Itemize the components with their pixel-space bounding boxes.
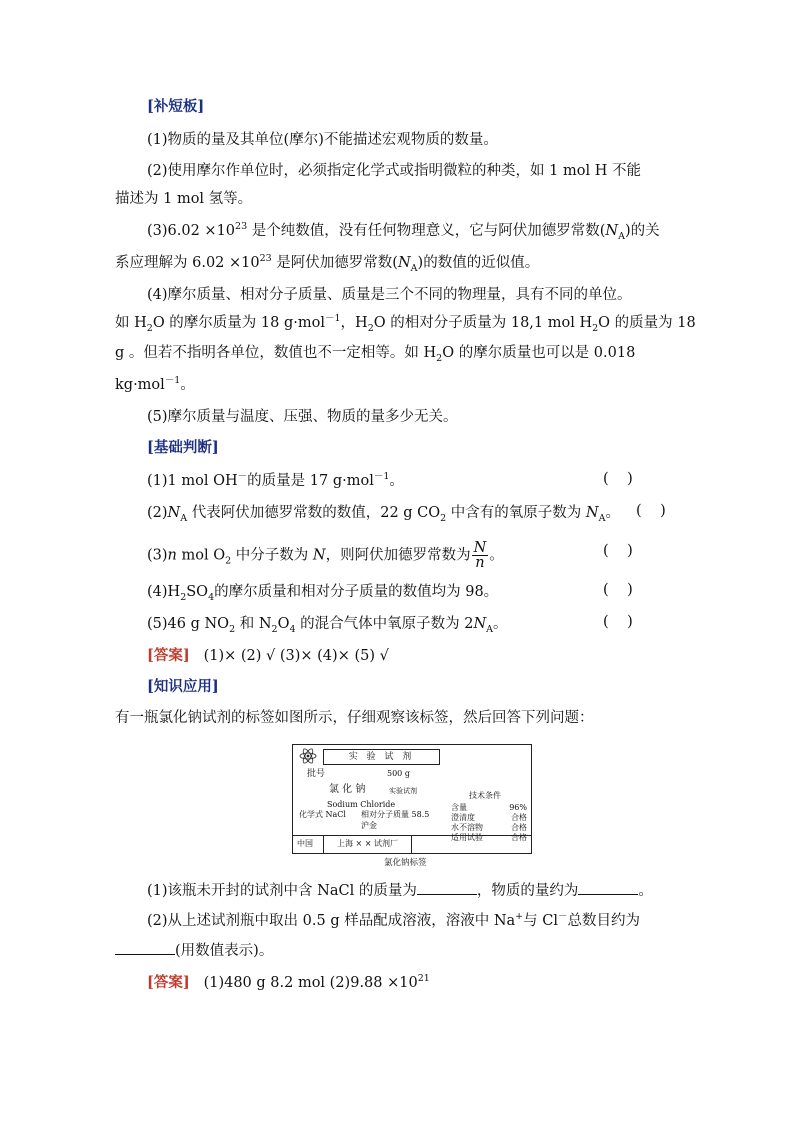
label-divider — [411, 836, 412, 853]
judgment-q5: (5)46 g $NO_2$ 和 $N_2O_4$ 的混合气体中氧原子数为 $2N_A$。 — [147, 616, 508, 635]
judgment-tag: [基础判断] — [147, 439, 219, 456]
spec-value: 合格 — [511, 813, 527, 822]
judgment-q4-text: 的摩尔质量和相对分子质量的数值均为 98。 — [214, 584, 499, 600]
application-q1b: ，物质的量约为 — [476, 883, 579, 899]
spec-key: 含量 — [451, 803, 467, 812]
label-name-cn: 氯 化 钠 — [329, 784, 366, 795]
label-tech: 技术条件 — [469, 791, 501, 800]
judgment-q2-paren: ( ) — [636, 503, 666, 519]
answer-blank[interactable] — [417, 880, 477, 895]
application-q2: (2)从上述试剂瓶中取出 0.5 g 样品配成溶液，溶液中 Na+与 Cl－总数目约为 — [147, 911, 640, 929]
label-maker: 上海 × × 试剂厂 — [337, 839, 399, 848]
application-answer — [147, 973, 430, 993]
supplement-p4c: g 。但若不指明各单位，数值也不一定相等。如 $H_2O$ 的摩尔质量也可以是 0.018 — [115, 345, 636, 364]
supplement-p5: (5)摩尔质量与温度、压强、物质的量多少无关。 — [147, 409, 458, 425]
label-grade: 实验试剂 — [389, 787, 417, 795]
answer-blank[interactable] — [578, 880, 638, 895]
application-answer-text: (1)480 g 8.2 mol (2)9.88 ×10 — [203, 975, 418, 991]
atom-logo-icon — [299, 748, 317, 764]
label-header: 实 验 试 剂 — [323, 749, 440, 765]
application-answer-tag: [答案] — [147, 974, 190, 991]
supplement-p3a: $(3)6.02 \times 10^{23}$ 是个纯数值，没有任何物理意义，它与阿伏加德罗常数$(N_A)$的关 — [147, 221, 660, 242]
application-tag: [知识应用] — [147, 678, 219, 695]
supplement-p2b: 描述为 1 mol 氢等。 — [115, 191, 253, 207]
label-name-en: Sodium Chloride — [327, 800, 396, 809]
judgment-q2: $(2)N_A$ 代表阿伏加德罗常数的数值，22 g $CO_2$ 中含有的氧原子数为 $N_A$。 — [147, 505, 620, 524]
spec-row — [451, 813, 527, 823]
application-q2a: (2)从上述试剂瓶中取出 0.5 g 样品配成溶液，溶液中 Na — [147, 913, 516, 929]
judgment-q5-paren: ( ) — [603, 614, 633, 630]
application-q1a: (1)该瓶未开封的试剂中含 NaCl 的质量为 — [147, 883, 417, 899]
judgment-q4-paren: ( ) — [603, 582, 633, 598]
label-divider — [323, 836, 324, 853]
supplement-tag: [补短板] — [147, 98, 205, 115]
spec-key: 适用试验 — [451, 833, 483, 842]
supplement-p4a: (4)摩尔质量、相对分子质量、质量是三个不同的物理量，具有不同的单位。 — [147, 287, 632, 303]
judgment-q1: (1)1 mol OH－的质量是 17 g·mol$^{-1}$。 — [147, 471, 404, 489]
spec-key: 澄清度 — [451, 813, 475, 822]
spec-row — [451, 803, 527, 813]
supplement-p3b: 系应理解为 $6.02 \times 10^{23}$ 是阿伏加德罗常数$(N_A)$的数值的近似值。 — [115, 253, 540, 274]
label-weight: 500 g — [387, 769, 410, 778]
spec-value: 合格 — [511, 833, 527, 842]
judgment-answer-text: (1)× (2) √ (3)× (4)× (5) √ — [203, 648, 389, 664]
supplement-p1: (1)物质的量及其单位(摩尔)不能描述宏观物质的数量。 — [147, 132, 498, 148]
spec-value: 96% — [509, 803, 527, 812]
application-q1: (1)该瓶未开封的试剂中含 NaCl 的质量为 ，物质的量约为 。 — [147, 880, 653, 901]
judgment-answer — [147, 646, 389, 666]
label-country: 中国 — [297, 839, 313, 848]
answer-blank[interactable] — [115, 940, 175, 955]
spec-key: 水不溶物 — [451, 823, 483, 832]
judgment-q3: (3)n mol $O_2$ 中分子数为 N，则阿伏加德罗常数为 $\frac{N}{n}$ 。 — [147, 540, 504, 571]
supplement-p2a: (2)使用摩尔作单位时，必须指定化学式或指明微粒的种类，如 1 mol H 不能 — [147, 163, 641, 179]
label-brand: 沪金 — [361, 821, 377, 830]
judgment-answer-tag: [答案] — [147, 647, 190, 664]
spec-row — [451, 823, 527, 833]
supplement-p4b: 如 $H_2O$ 的摩尔质量为 18 g·mol$^{-1}$，$H_2O$ 的相对分子质量为 18,1 mol $H_2O$ 的质量为 18 — [115, 313, 696, 334]
application-answer-exp: 21 — [417, 973, 430, 985]
spec-value: 合格 — [511, 823, 527, 832]
label-batch: 批号 — [307, 769, 326, 779]
figure-caption: 氯化钠标签 — [384, 858, 427, 868]
label-mw: 相对分子质量 58.5 — [361, 810, 430, 819]
judgment-q4: $(4)H_2SO_4$的摩尔质量和相对分子质量的数值均为 98。 — [147, 584, 499, 603]
judgment-q1-paren: ( ) — [603, 471, 633, 487]
supplement-p4d: kg·mol$^{-1}$。 — [115, 375, 195, 393]
label-bottom-bar — [293, 835, 531, 853]
application-q2-cont — [115, 940, 273, 961]
application-intro: 有一瓶氯化钠试剂的标签如图所示，仔细观察该标签，然后回答下列问题： — [115, 710, 594, 726]
judgment-q3-paren: ( ) — [603, 543, 633, 559]
application-q2c: (用数值表示)。 — [175, 943, 274, 959]
reagent-label-figure — [292, 744, 532, 854]
label-formula: 化学式 NaCl — [299, 810, 346, 819]
